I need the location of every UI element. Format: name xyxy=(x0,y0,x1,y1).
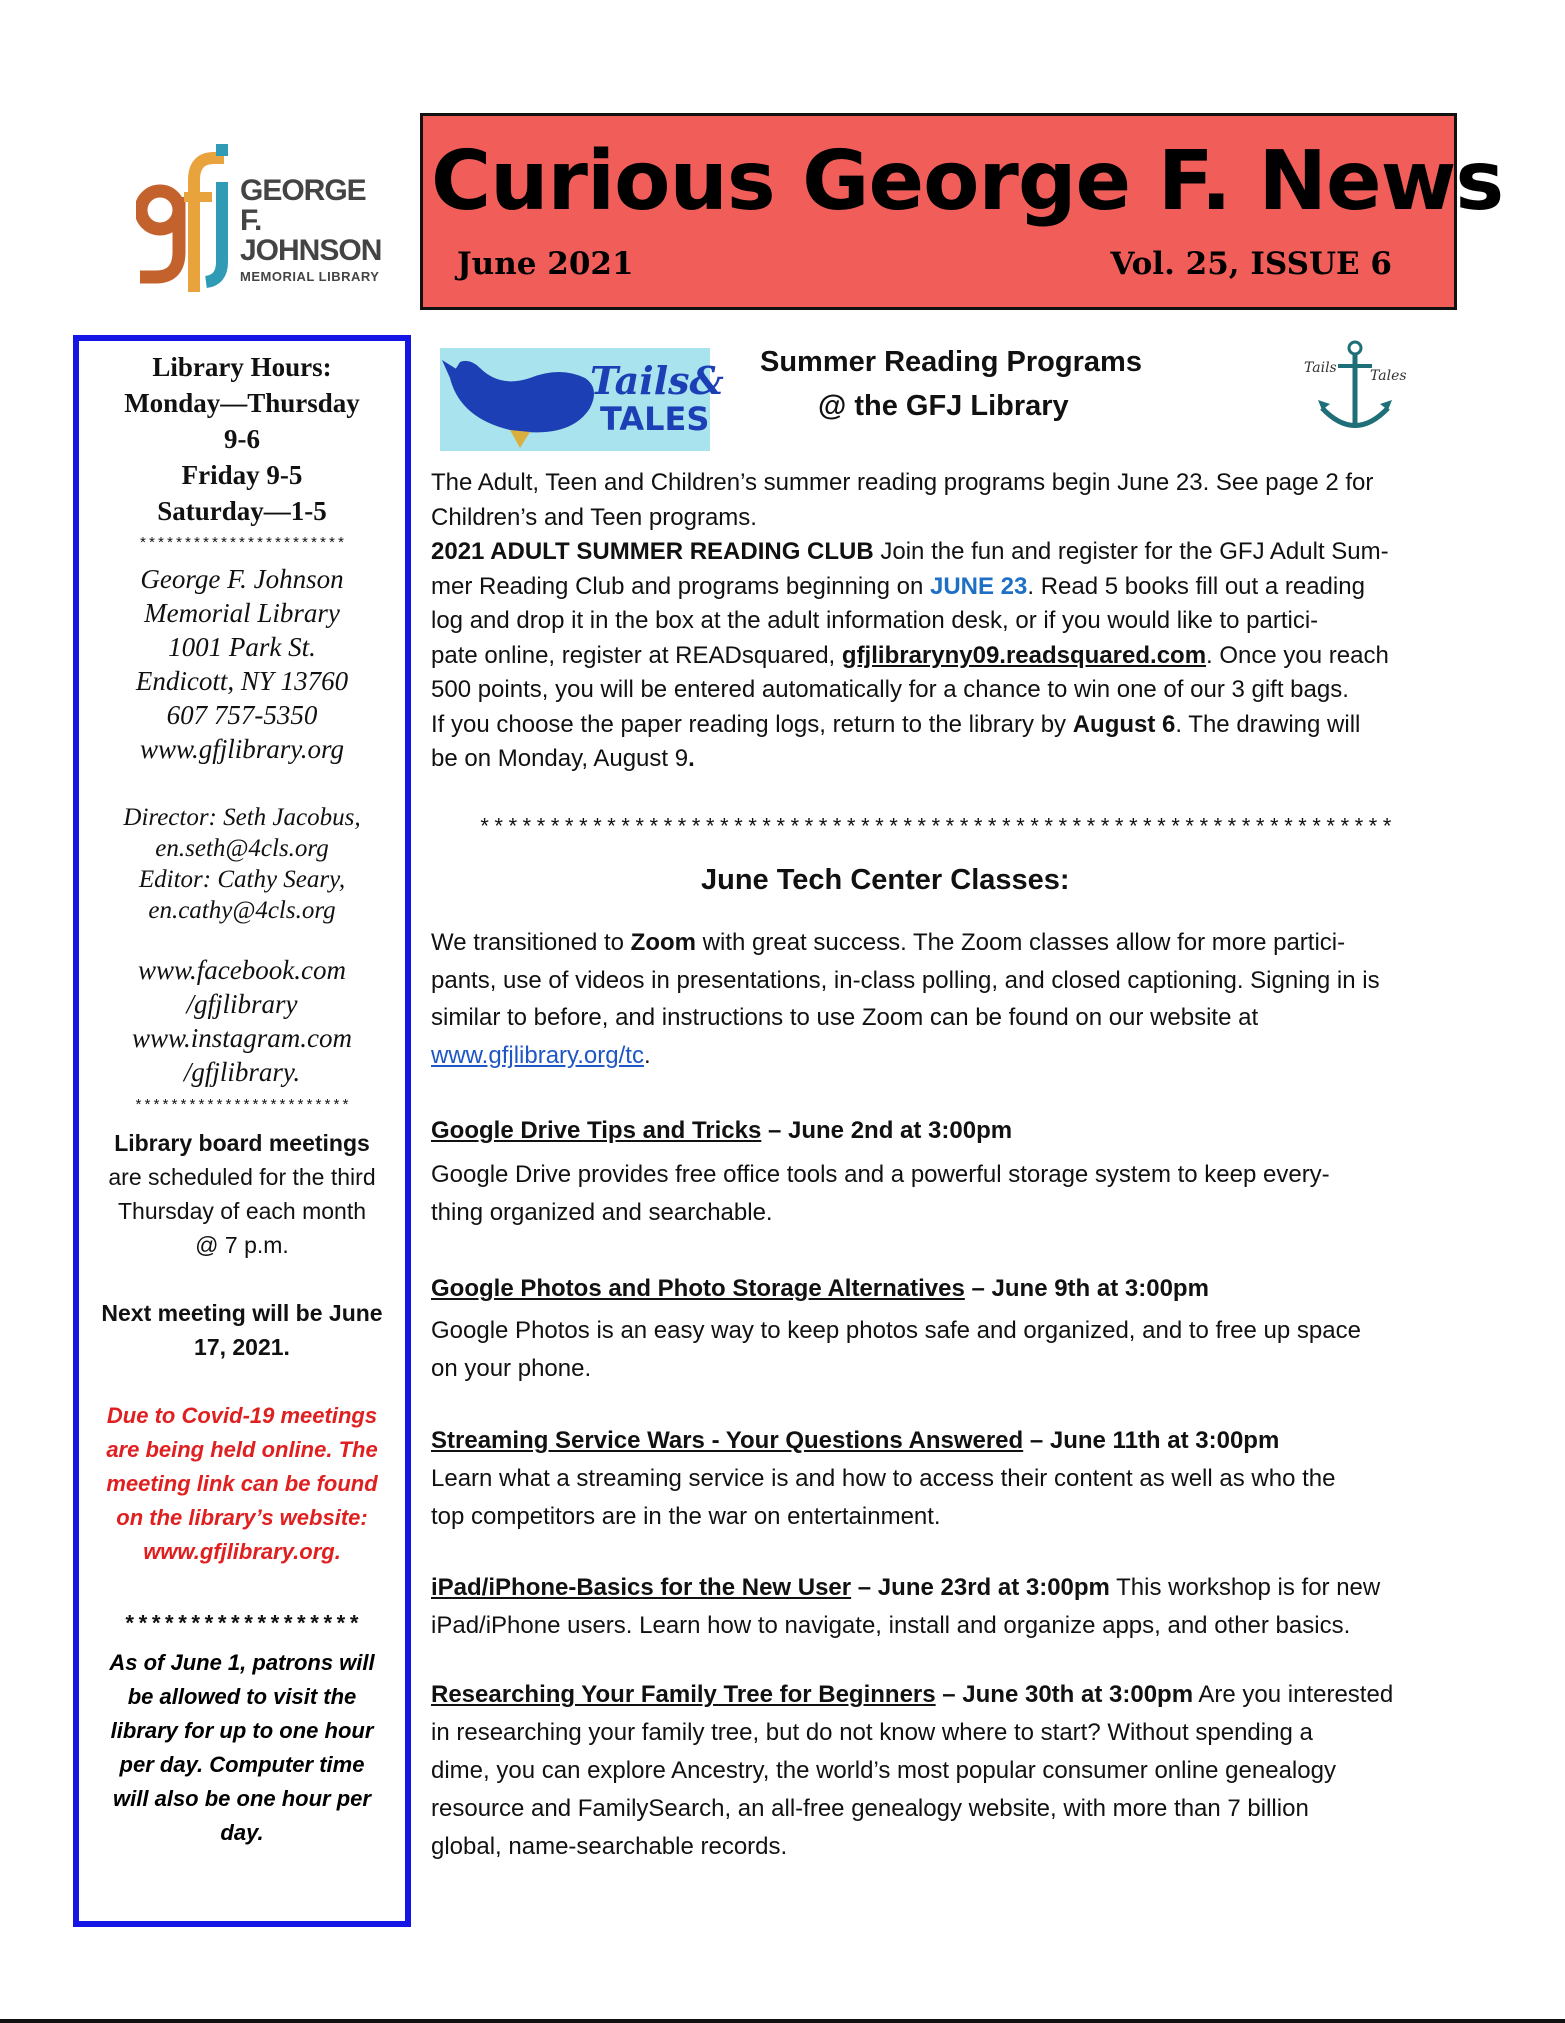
class-title-line xyxy=(431,1112,1446,1150)
editor-email[interactable]: en.cathy@4cls.org xyxy=(148,897,336,924)
address-line: Memorial Library xyxy=(144,598,340,628)
hours-weekday-time: 9-6 xyxy=(224,424,260,454)
covid-notice: Due to Covid-19 meetings xyxy=(106,1403,378,1428)
next-meeting: 17, 2021. xyxy=(194,1334,290,1360)
tech-intro-line: pants, use of videos in presentations, in-class polling, and closed captioning. Signing in is xyxy=(431,966,1380,994)
visit-notice: day. xyxy=(220,1820,264,1845)
tech-intro-line xyxy=(431,924,1446,962)
class-time: – June 23rd at 3:00pm xyxy=(851,1574,1110,1601)
class-title[interactable]: iPad/iPhone-Basics for the New User xyxy=(431,1574,852,1601)
start-date: JUNE 23 xyxy=(929,572,1028,600)
summer-text-line: Children’s and Teen programs. xyxy=(431,503,757,531)
facebook-link-path[interactable]: /gfjlibrary xyxy=(186,989,298,1019)
board-meetings-text: @ 7 p.m. xyxy=(195,1232,289,1258)
club-line xyxy=(431,535,1446,570)
tech-text: with great success. The Zoom classes allow for more partici- xyxy=(696,929,1346,956)
readsquared-link[interactable]: gfjlibraryny09.readsquared.com xyxy=(841,641,1207,669)
next-meeting: Next meeting will be June xyxy=(101,1300,383,1326)
tech-center-link[interactable]: www.gfjlibrary.org/tc xyxy=(431,1041,644,1069)
editor-name: Editor: Cathy Seary, xyxy=(138,866,346,893)
anchor-text-1: Tails xyxy=(1304,360,1337,376)
tails-and-tales-whale-image xyxy=(440,348,724,451)
summer-heading-line-1: Summer Reading Programs xyxy=(760,346,1142,378)
club-line xyxy=(431,639,1446,674)
visit-notice: be allowed to visit the xyxy=(127,1684,357,1709)
return-date: August 6 xyxy=(1072,710,1176,738)
address-line: George F. Johnson xyxy=(140,564,344,594)
board-meetings-heading: Library board meetings xyxy=(114,1130,370,1156)
hours-weekday: Monday—Thursday xyxy=(124,388,360,418)
director-email[interactable]: en.seth@4cls.org xyxy=(155,835,329,862)
covid-notice: on the library’s website: xyxy=(116,1505,368,1530)
club-text: . Read 5 books fill out a reading xyxy=(1027,572,1365,600)
class-title[interactable]: Streaming Service Wars - Your Questions Answered xyxy=(431,1427,1024,1454)
summer-heading-line-2: @ the GFJ Library xyxy=(818,390,1069,422)
class-desc: dime, you can explore Ancestry, the world’s most popular consumer online genealogy xyxy=(431,1757,1336,1784)
logo-line-1: GEORGE F. xyxy=(240,174,366,237)
anchor-text-2: Tales xyxy=(1370,368,1407,384)
logo-line-3: MEMORIAL LIBRARY xyxy=(240,269,380,284)
hours-title: Library Hours: xyxy=(152,352,332,382)
tech-text: We transitioned to xyxy=(431,929,631,956)
logo-text xyxy=(240,176,381,283)
logo-line-2: JOHNSON xyxy=(240,234,382,267)
covid-notice: are being held online. The xyxy=(106,1437,378,1462)
tech-intro xyxy=(431,924,1446,1074)
class-desc: Are you interested xyxy=(1193,1681,1394,1708)
class-entry xyxy=(431,1569,1446,1645)
club-text: . xyxy=(688,745,695,772)
club-text: . The drawing will xyxy=(1175,710,1361,738)
library-logo xyxy=(136,142,382,292)
class-title-line xyxy=(431,1422,1446,1460)
club-line xyxy=(431,708,1446,743)
address-line: 1001 Park St. xyxy=(168,632,316,662)
club-line xyxy=(431,742,1446,777)
class-title[interactable]: Google Photos and Photo Storage Alternatives xyxy=(431,1275,965,1302)
class-desc: Learn what a streaming service is and how to access their content as well as who the xyxy=(431,1465,1336,1492)
divider-stars: *********************** xyxy=(138,536,346,553)
hours-friday: Friday 9-5 xyxy=(181,460,303,490)
summer-text-line: The Adult, Teen and Children’s summer reading programs begin June 23. See page 2 for xyxy=(431,469,1374,496)
tech-intro-line xyxy=(431,1037,1446,1075)
club-text: . Once you reach xyxy=(1206,641,1389,669)
class-desc: top competitors are in the war on entertainment. xyxy=(431,1503,941,1530)
website-link[interactable]: www.gfjlibrary.org xyxy=(139,734,345,764)
phone-number: 607 757-5350 xyxy=(166,700,318,730)
club-text: If you choose the paper reading logs, return to the library by xyxy=(431,710,1073,738)
zoom-label: Zoom xyxy=(630,929,696,956)
class-title-line xyxy=(431,1270,1446,1308)
page-bottom-rule xyxy=(0,2019,1565,2023)
newsletter-title: Curious George F. News xyxy=(431,134,1504,229)
class-desc: in researching your family tree, but do not know where to start? Without spending a xyxy=(431,1719,1313,1746)
class-time: – June 30th at 3:00pm xyxy=(935,1681,1194,1708)
class-title[interactable]: Researching Your Family Tree for Beginners xyxy=(431,1681,936,1708)
class-entry xyxy=(431,1112,1446,1232)
instagram-link-path[interactable]: /gfjlibrary. xyxy=(183,1057,301,1087)
club-text: mer Reading Club and programs beginning on xyxy=(431,572,930,600)
club-text: be on Monday, August 9 xyxy=(431,745,689,772)
section-divider: ***************************************************************** xyxy=(478,816,1395,841)
class-desc: iPad/iPhone users. Learn how to navigate, install and organize apps, and other basics. xyxy=(431,1612,1351,1639)
class-desc: global, name-searchable records. xyxy=(431,1833,788,1860)
tails-tales-anchor-image xyxy=(1300,338,1410,443)
class-entry xyxy=(431,1422,1446,1536)
class-title[interactable]: Google Drive Tips and Tricks xyxy=(431,1117,762,1144)
issue-volume: Vol. 25, ISSUE 6 xyxy=(1110,246,1392,282)
class-desc: Google Photos is an easy way to keep photos safe and organized, and to free up space xyxy=(431,1317,1361,1344)
class-time: – June 9th at 3:00pm xyxy=(964,1275,1209,1302)
sidebar-info-box xyxy=(73,335,411,1927)
tech-text: . xyxy=(643,1041,651,1069)
covid-notice: meeting link can be found xyxy=(106,1471,378,1496)
tech-heading: June Tech Center Classes: xyxy=(701,864,1070,896)
class-title-line xyxy=(431,1569,1446,1607)
gfj-logo-mark xyxy=(136,142,236,292)
hours-saturday: Saturday—1-5 xyxy=(157,496,327,526)
club-line: log and drop it in the box at the adult information desk, or if you would like to partici- xyxy=(431,607,1319,634)
facebook-link[interactable]: www.facebook.com xyxy=(138,955,346,985)
club-line: 500 points, you will be entered automatically for a chance to win one of our 3 gift bags. xyxy=(431,676,1349,703)
class-desc: This workshop is for new xyxy=(1109,1574,1381,1601)
class-desc: thing organized and searchable. xyxy=(431,1199,773,1226)
anchor-icon xyxy=(1300,338,1410,443)
director-name: Director: Seth Jacobus, xyxy=(123,804,361,831)
class-desc: on your phone. xyxy=(431,1355,592,1382)
class-time: – June 2nd at 3:00pm xyxy=(761,1117,1013,1144)
club-line xyxy=(431,570,1446,605)
visit-notice: library for up to one hour xyxy=(110,1718,374,1743)
visit-notice: will also be one hour per xyxy=(113,1786,371,1811)
board-meetings-text: Thursday of each month xyxy=(117,1198,367,1224)
class-entry xyxy=(431,1676,1446,1866)
visit-notice: per day. Computer time xyxy=(119,1752,365,1777)
class-time: – June 11th at 3:00pm xyxy=(1023,1427,1280,1454)
class-desc: Google Drive provides free office tools and a powerful storage system to keep every- xyxy=(431,1161,1330,1188)
summer-reading-paragraph xyxy=(431,466,1446,777)
divider-stars: ************************ xyxy=(133,1098,351,1115)
class-desc: resource and FamilySearch, an all-free genealogy website, with more than 7 billion xyxy=(431,1795,1309,1822)
visit-notice: As of June 1, patrons will xyxy=(109,1650,375,1675)
class-title-line xyxy=(431,1676,1446,1714)
issue-date: June 2021 xyxy=(457,246,634,282)
club-text: pate online, register at READsquared, xyxy=(431,641,842,669)
masthead xyxy=(420,113,1504,310)
tails-logo-text-2: TALES xyxy=(600,400,710,438)
club-heading: 2021 ADULT SUMMER READING CLUB xyxy=(431,538,874,565)
address-line: Endicott, NY 13760 xyxy=(135,666,349,696)
club-text: Join the fun and register for the GFJ Adult Sum- xyxy=(873,538,1389,565)
board-meetings-text: are scheduled for the third xyxy=(108,1164,376,1190)
covid-notice-link[interactable]: www.gfjlibrary.org. xyxy=(143,1539,341,1564)
class-entry xyxy=(431,1270,1446,1388)
divider-stars: ****************** xyxy=(123,1613,361,1638)
tails-logo-text-1: Tails& xyxy=(590,358,724,403)
instagram-link[interactable]: www.instagram.com xyxy=(131,1023,353,1053)
tech-intro-line: similar to before, and instructions to use Zoom can be found on our website at xyxy=(431,1004,1259,1031)
